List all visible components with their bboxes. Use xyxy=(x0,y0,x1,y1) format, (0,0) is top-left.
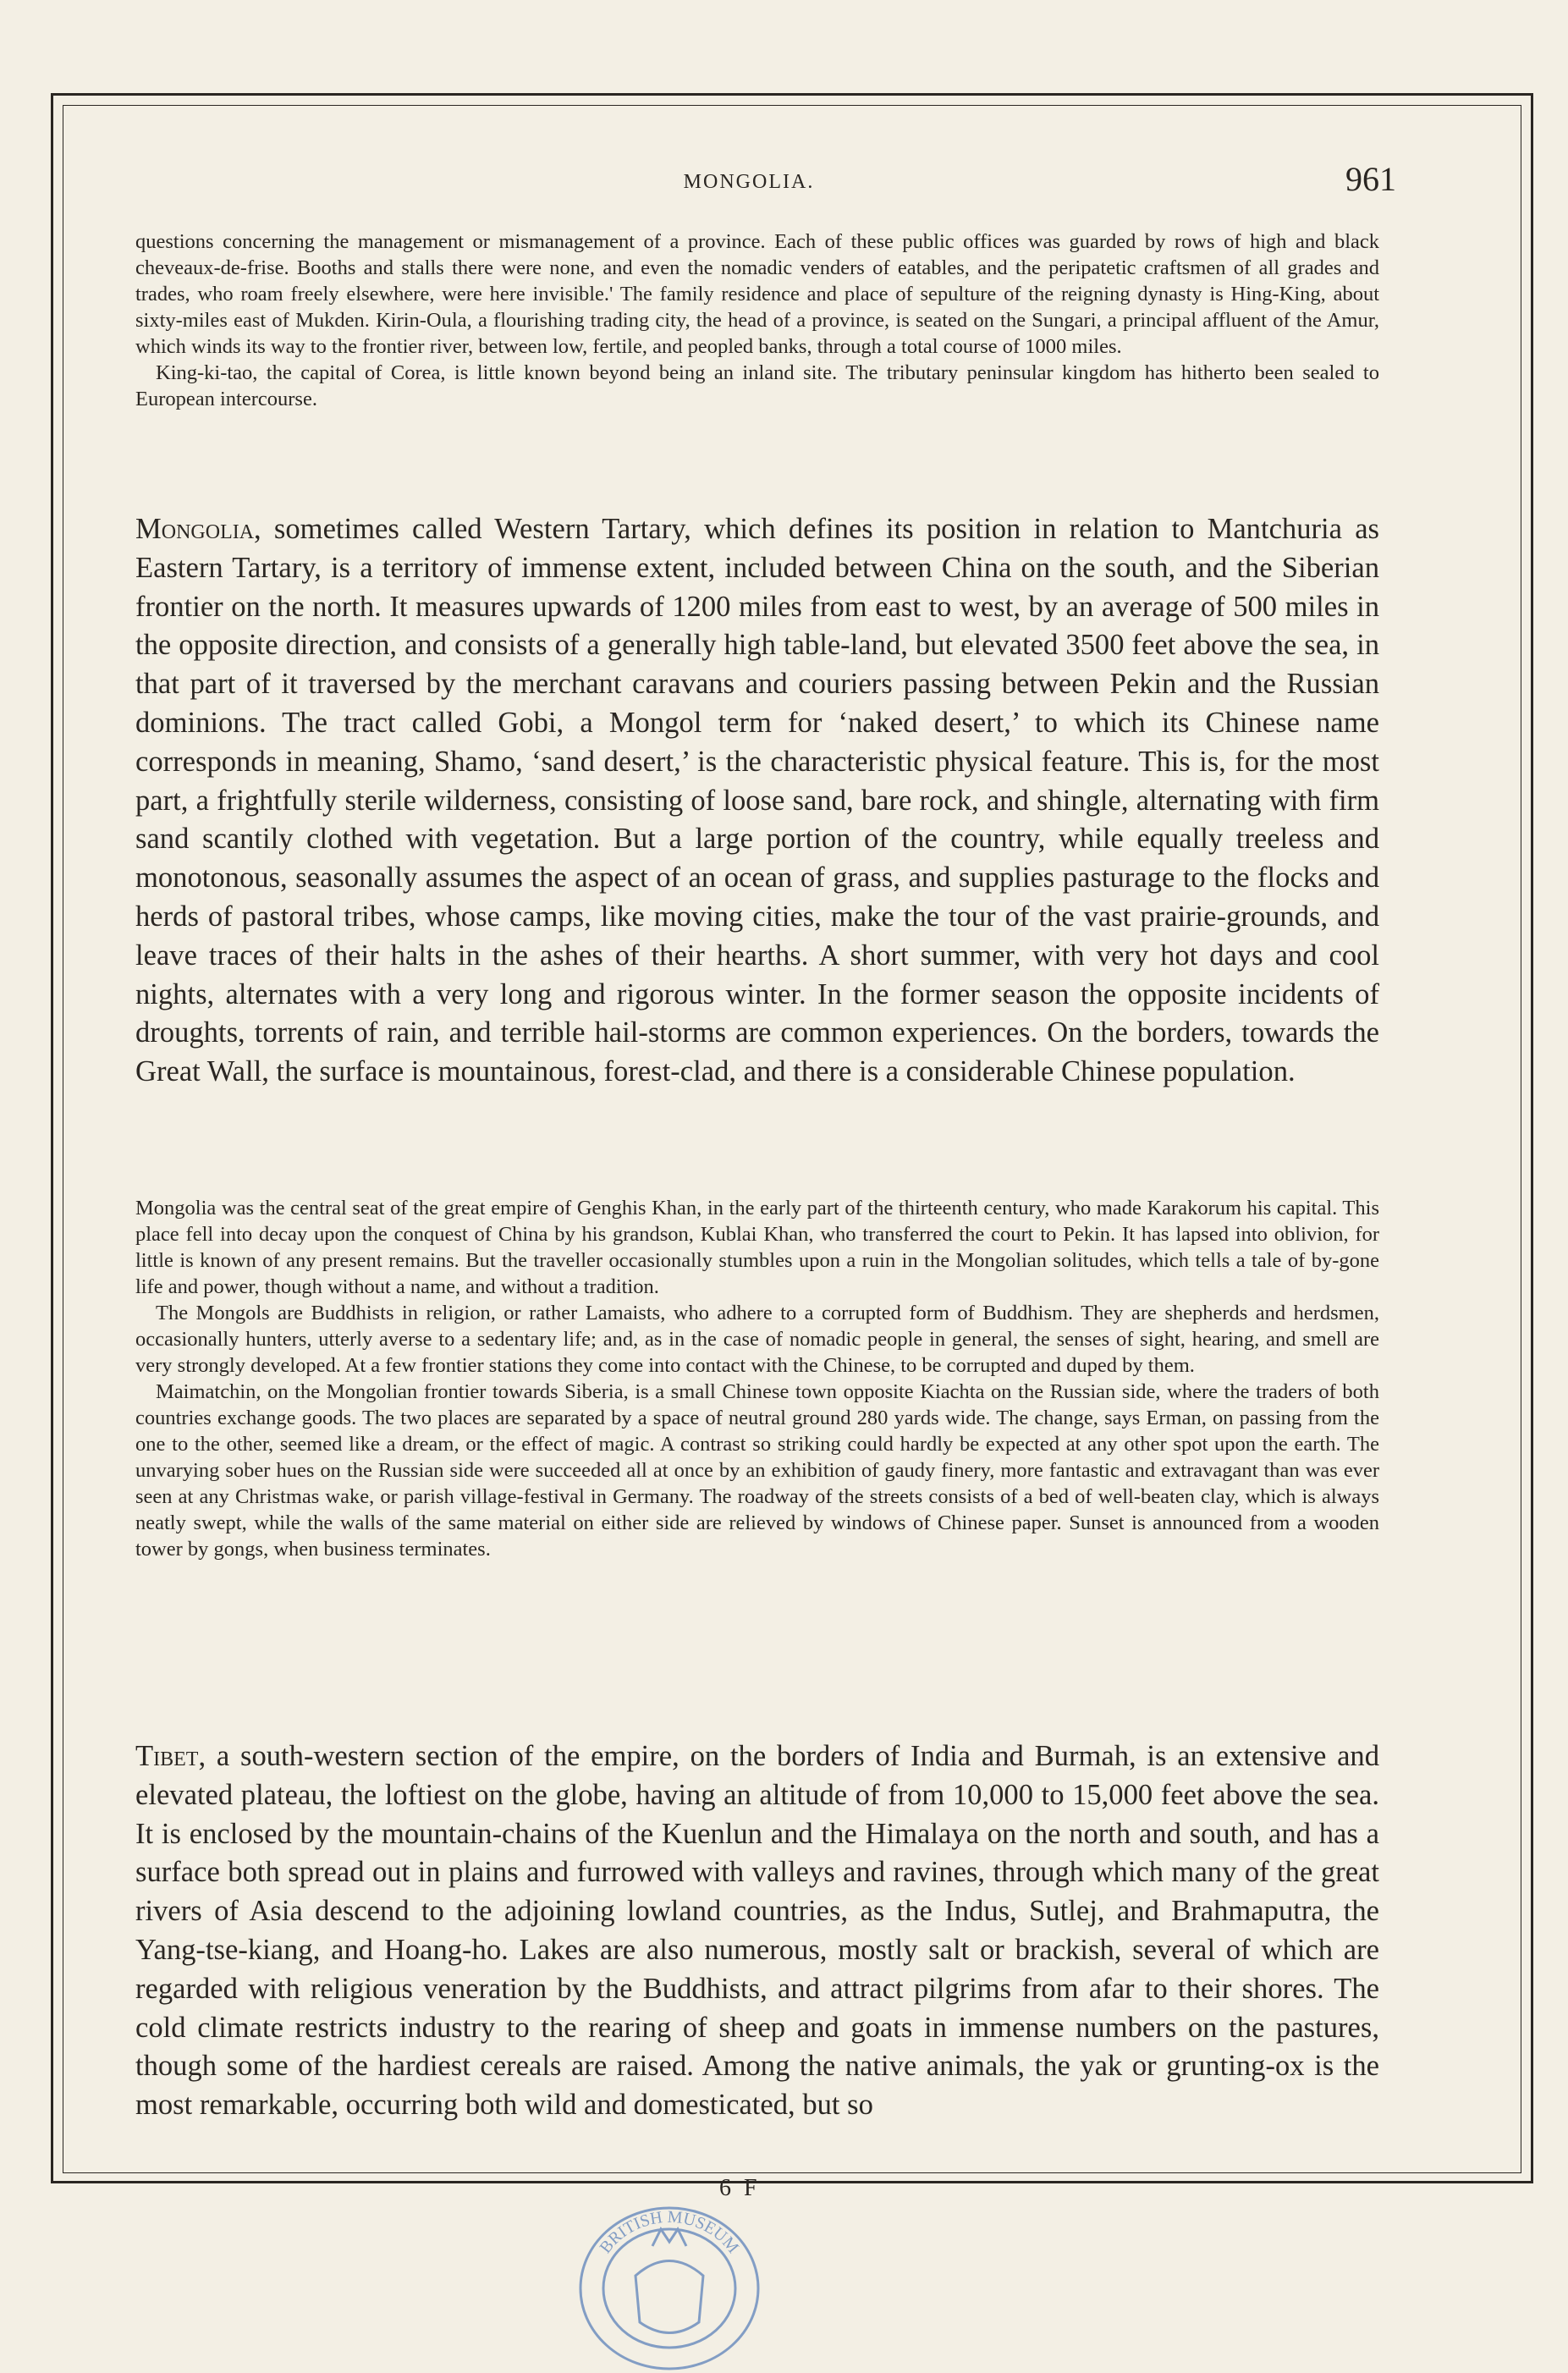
tibet-paragraph xyxy=(135,1737,1379,2125)
mongolia-paragraph xyxy=(135,510,1379,1092)
running-head: MONGOLIA. xyxy=(683,171,815,193)
note-paragraph: questions concerning the management or mismanagement of a province. Each of these public offices was guarded by rows of high and black cheveaux-de-frise. Booths and stalls there were none, and even the nomadic venders of eatables, and the peripatetic craftsmen of all grades and trades, who roam freely elsewhere, were here invisible.' The family residence and place of sepulture of the reigning dynasty is Hing-King, about sixty-miles east of Mukden. Kirin-Oula, a flourishing trading city, the head of a province, is seated on the Sungari, a principal affluent of the Amur, which winds its way to the frontier river, between low, fertile, and peopled banks, through a total course of 1000 miles. xyxy=(135,230,1379,358)
stamp-crown-icon xyxy=(652,2229,686,2246)
mongolia-lead: Mongolia, xyxy=(135,513,261,545)
mongolia-section xyxy=(135,510,1379,1092)
page-header xyxy=(110,159,1396,210)
page-number: 961 xyxy=(1345,160,1396,198)
tibet-lead: Tibet, xyxy=(135,1740,206,1772)
stamp-inner-ring xyxy=(603,2229,735,2348)
note-paragraph: Maimatchin, on the Mongolian frontier towards Siberia, is a small Chinese town opposite Kiachta on the Russian side, where the traders of both countries exchange goods. The two places are separated by a space of neutral ground 280 yards wide. The change, says Erman, on passing from the one to the other, seemed like a dream, or the effect of magic. A contrast so striking could hardly be expected at any other spot upon the earth. The unvarying sober hues on the Russian side were succeeded all at once by an exhibition of gaudy finery, more fantastic and extravagant than was ever seen at any Christmas wake, or parish village-festival in Germany. The roadway of the streets consists of a bed of well-beaten clay, which is always neatly swept, while the walls of the same material on either side are relieved by windows of Chinese paper. Sunset is announced from a wooden tower by gongs, when business terminates. xyxy=(135,1380,1379,1561)
mongolia-text: sometimes called Western Tartary, which defines its position in relation to Mantchuria as Eastern Tartary, is a territory of immense extent, included between China on the south, and the Siberian frontier on the north. It measures upwards of 1200 miles from east to west, by an average of 500 miles in the opposite direction, and consists of a generally high table-land, but elevated 3500 feet above the sea, in that part of it traversed by the merchant caravans and couriers passing between Pekin and the Russian dominions. The tract called Gobi, a Mongol term for ‘naked desert,’ to which its Chinese name corresponds in meaning, Shamo, ‘sand desert,’ is the characteristic physical feature. This is, for the most part, a frightfully sterile wilderness, consisting of loose sand, bare rock, and shingle, alternating with firm sand scantily clothed with vegetation. But a large portion of the country, while equally treeless and monotonous, seasonally assumes the aspect of an ocean of grass, and supplies pasturage to the flocks and herds of pastoral tribes, whose camps, like moving cities, make the tour of the vast prairie-grounds, and leave traces of their halts in the ashes of their hearths. A short summer, with very hot days and cool nights, alternates with a very long and rigorous winter. In the former season the opposite incidents of droughts, torrents of rain, and terrible hail-storms are common experiences. On the borders, towards the Great Wall, the surface is mountainous, forest-clad, and there is a considerable Chinese population. xyxy=(135,513,1379,1088)
stamp-outer-ring xyxy=(580,2208,758,2369)
stamp-text: BRITISH MUSEUM xyxy=(596,2207,743,2257)
tibet-text: a south-western section of the empire, on the borders of India and Burmah, is an extensive and elevated plateau, the loftiest on the globe, having an altitude of from 10,000 to 15,000 feet above the sea. It is enclosed by the mountain-chains of the Kuenlun and the Himalaya on the north and south, and has a surface both spread out in plains and furrowed with valleys and ravines, through which many of the great rivers of Asia descend to the adjoining lowland countries, as the Indus, Sutlej, and Brahmaputra, the Yang-tse-kiang, and Hoang-ho. Lakes are also numerous, mostly salt or brackish, several of which are regarded with religious veneration by the Buddhists, and attract pilgrims from afar to their shores. The cold climate restricts industry to the rearing of sheep and goats in immense numbers on the pastures, though some of the hardiest cereals are raised. Among the native animals, the yak or grunting-ox is the most remarkable, occurring both wild and domesticated, but so xyxy=(135,1740,1379,2122)
mongolia-notes xyxy=(135,1195,1379,1562)
stamp-crest-icon xyxy=(635,2261,703,2333)
top-notes xyxy=(135,228,1379,412)
signature-mark: 6 F xyxy=(719,2175,761,2201)
note-paragraph: King-ki-tao, the capital of Corea, is little known beyond being an inland site. The tributary peninsular kingdom has hitherto been sealed to European intercourse. xyxy=(135,361,1379,410)
note-paragraph: Mongolia was the central seat of the great empire of Genghis Khan, in the early part of the thirteenth century, who made Karakorum his capital. This place fell into decay upon the conquest of China by his grandson, Kublai Khan, who transferred the court to Pekin. It has lapsed into oblivion, for little is known of any present remains. But the traveller occasionally stumbles upon a ruin in the Mongolian solitudes, which tells a tale of by-gone life and power, though without a name, and without a tradition. xyxy=(135,1197,1379,1298)
tibet-section xyxy=(135,1737,1379,2125)
library-stamp xyxy=(572,2195,767,2373)
note-paragraph: The Mongols are Buddhists in religion, or rather Lamaists, who adhere to a corrupted form of Buddhism. They are shepherds and herdsmen, occasionally hunters, utterly averse to a sedentary life; and, as in the case of nomadic people in general, the senses of sight, hearing, and smell are very strongly developed. At a few frontier stations they come into contact with the Chinese, to be corrupted and duped by them. xyxy=(135,1302,1379,1377)
